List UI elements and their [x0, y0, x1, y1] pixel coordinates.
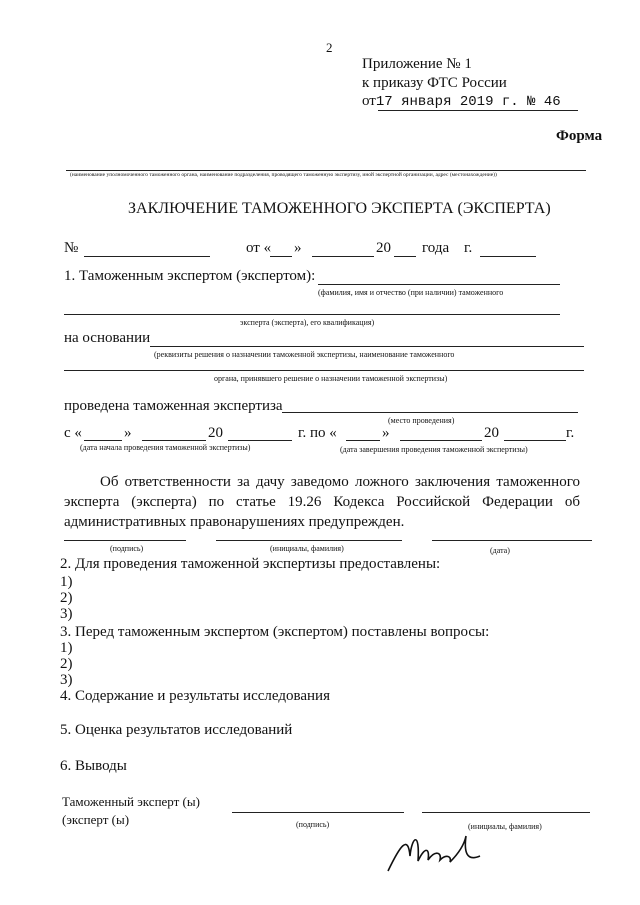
section2-label: 2. Для проведения таможенной экспертизы предоставлены: — [60, 556, 441, 572]
footer-initials-caption: (инициалы, фамилия) — [468, 822, 542, 831]
quote-close: » — [294, 240, 302, 256]
document-title: ЗАКЛЮЧЕНИЕ ТАМОЖЕННОГО ЭКСПЕРТА (ЭКСПЕРТА) — [128, 200, 551, 217]
basis-label: на основании — [64, 330, 151, 346]
year-prefix: 20 — [208, 425, 223, 441]
list-item: 2) — [60, 656, 73, 672]
expert-label: Таможенный эксперт (ы) — [62, 794, 200, 809]
section6-label: 6. Выводы — [60, 758, 127, 774]
start-date-caption: (дата начала проведения таможенной экспертизы) — [80, 443, 251, 452]
date-caption: (дата) — [490, 546, 510, 555]
order-line: к приказу ФТС России — [362, 75, 507, 91]
section1-caption1: (фамилия, имя и отчество (при наличии) таможенного — [318, 288, 504, 297]
end-date-caption: (дата завершения проведения таможенной экспертизы) — [340, 445, 528, 454]
form-label: Форма — [556, 128, 603, 144]
place-caption: (место проведения) — [388, 416, 455, 425]
page-number: 2 — [326, 40, 333, 55]
signature-caption: (подпись) — [110, 544, 144, 553]
section1-label: 1. Таможенным экспертом (экспертом): — [64, 268, 316, 284]
date-from-label: с « — [64, 425, 82, 441]
basis-caption1: (реквизиты решения о назначении таможенной экспертизы, наименование таможенного — [154, 350, 455, 359]
quote-close: » — [382, 425, 390, 441]
list-item: 3) — [60, 672, 73, 688]
list-item: 1) — [60, 640, 73, 656]
conducted-label: проведена таможенная экспертиза — [64, 398, 283, 414]
list-item: 2) — [60, 590, 73, 606]
handwritten-signature — [380, 826, 490, 876]
quote-close: » — [124, 425, 132, 441]
date-prefix: от — [362, 93, 376, 109]
list-item: 3) — [60, 606, 73, 622]
basis-caption2: органа, принявшего решение о назначении таможенной экспертизы) — [214, 374, 448, 383]
section4-label: 4. Содержание и результаты исследования — [60, 688, 330, 704]
year-prefix: 20 — [484, 425, 499, 441]
number-sign: № — [64, 240, 79, 256]
footer-signature-caption: (подпись) — [296, 820, 330, 829]
year-label: года — [422, 240, 450, 256]
from-label: от « — [246, 240, 272, 256]
g-label: г. — [566, 425, 575, 441]
list-item: 1) — [60, 574, 73, 590]
section5-label: 5. Оценка результатов исследований — [60, 722, 293, 738]
date-to-label: г. по « — [298, 425, 337, 441]
g-label: г. — [464, 240, 473, 256]
order-date: 17 января 2019 г. № 46 — [375, 94, 561, 110]
org-caption: (наименование уполномоченного таможенного органа, наименование подразделения, проводящего таможенную экспертизу, иной экспертной организации, адрес (местонахождение)) — [70, 172, 497, 178]
section3-label: 3. Перед таможенным экспертом (экспертом) поставлены вопросы: — [60, 624, 490, 640]
expert-label-2: (эксперт (ы) — [62, 812, 130, 827]
initials-caption: (инициалы, фамилия) — [270, 544, 344, 553]
appendix-line: Приложение № 1 — [362, 56, 472, 72]
year-prefix: 20 — [376, 240, 391, 256]
section1-caption2: эксперта (эксперта), его квалификация) — [240, 318, 375, 327]
liability-warning: Об ответственности за дачу заведомо ложного заключения таможенного эксперта (эксперта) по статье 19.26 Кодекса Российской Федерации об административных правонарушениях предупрежден. — [64, 474, 580, 530]
date-line — [362, 93, 561, 110]
